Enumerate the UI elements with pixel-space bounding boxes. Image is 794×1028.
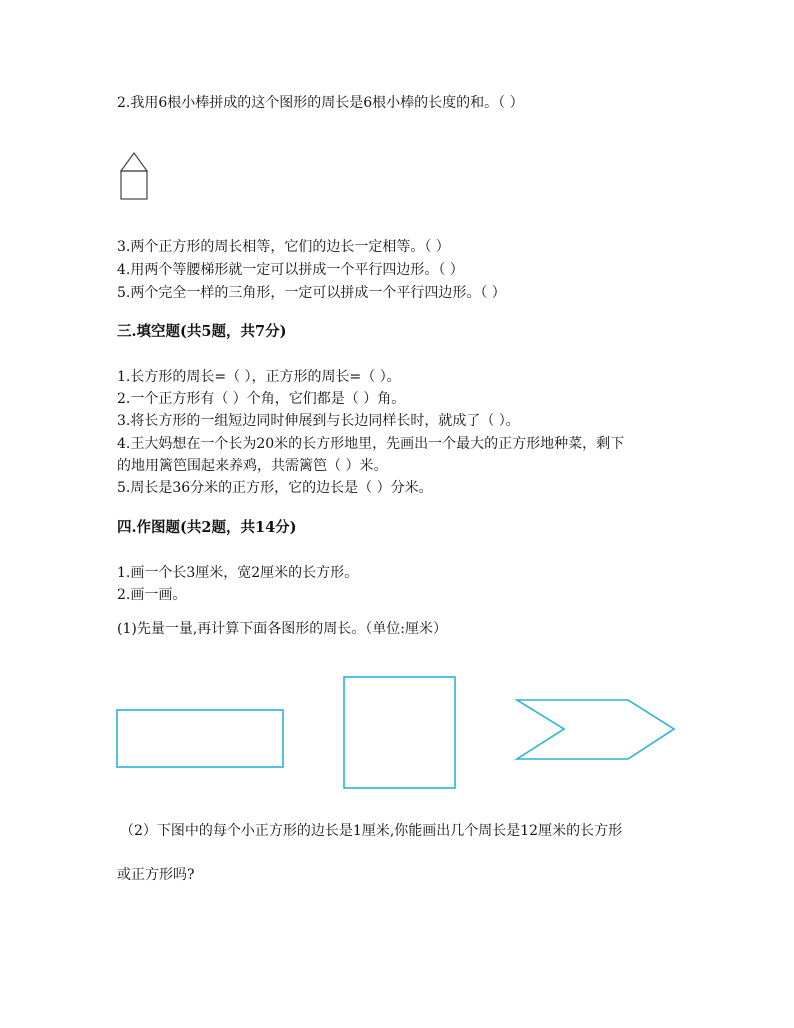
draw-question-2-part-2-line-2: 或正方形吗? bbox=[117, 867, 195, 883]
draw-question-2-part-1: (1)先量一量,再计算下面各图形的周长。（单位:厘米） bbox=[117, 621, 447, 637]
draw-question-2-part-2-line-1: （2）下图中的每个小正方形的边长是1厘米,你能画出几个周长是12厘米的长方形 bbox=[120, 823, 623, 839]
judge-question-5: 5.两个完全一样的三角形，一定可以拼成一个平行四边形。（ ） bbox=[117, 285, 506, 301]
square-figure bbox=[343, 676, 457, 790]
arrow-pentagon-shape bbox=[517, 700, 674, 759]
draw-question-2: 2.画一画。 bbox=[117, 587, 187, 603]
fill-question-4-line-1: 4.王大妈想在一个长为20米的长方形地里，先画出一个最大的正方形地种菜，剩下 bbox=[117, 436, 625, 452]
judge-question-3: 3.两个正方形的周长相等，它们的边长一定相等。（ ） bbox=[117, 239, 450, 255]
section-3-title: 三.填空题(共5题，共7分) bbox=[117, 323, 287, 340]
judge-question-2: 2.我用6根小棒拼成的这个图形的周长是6根小棒的长度的和。（ ） bbox=[117, 95, 524, 111]
draw-question-1: 1.画一个长3厘米，宽2厘米的长方形。 bbox=[117, 565, 359, 581]
fill-question-5: 5.周长是36分米的正方形，它的边长是（ ）分米。 bbox=[117, 480, 433, 496]
judge-question-4: 4.用两个等腰梯形就一定可以拼成一个平行四边形。（ ） bbox=[117, 262, 464, 278]
arrow-pentagon-figure bbox=[514, 697, 678, 763]
section-4-title: 四.作图题(共2题，共14分) bbox=[117, 519, 297, 536]
house-figure bbox=[116, 150, 156, 210]
fill-question-1: 1.长方形的周长=（ ），正方形的周长=（ ）。 bbox=[117, 369, 401, 385]
house-roof bbox=[121, 153, 147, 171]
fill-question-2: 2.一个正方形有（ ）个角，它们都是（ ）角。 bbox=[117, 391, 406, 407]
rectangle-figure bbox=[116, 708, 286, 768]
fill-question-4-line-2: 的地用篱笆围起来养鸡，共需篱笆（ ）米。 bbox=[117, 458, 388, 474]
house-body bbox=[121, 171, 147, 199]
rectangle-shape bbox=[117, 710, 283, 767]
square-shape bbox=[344, 677, 455, 788]
fill-question-3: 3.将长方形的一组短边同时伸展到与长边同样长时，就成了（ ）。 bbox=[117, 413, 520, 429]
